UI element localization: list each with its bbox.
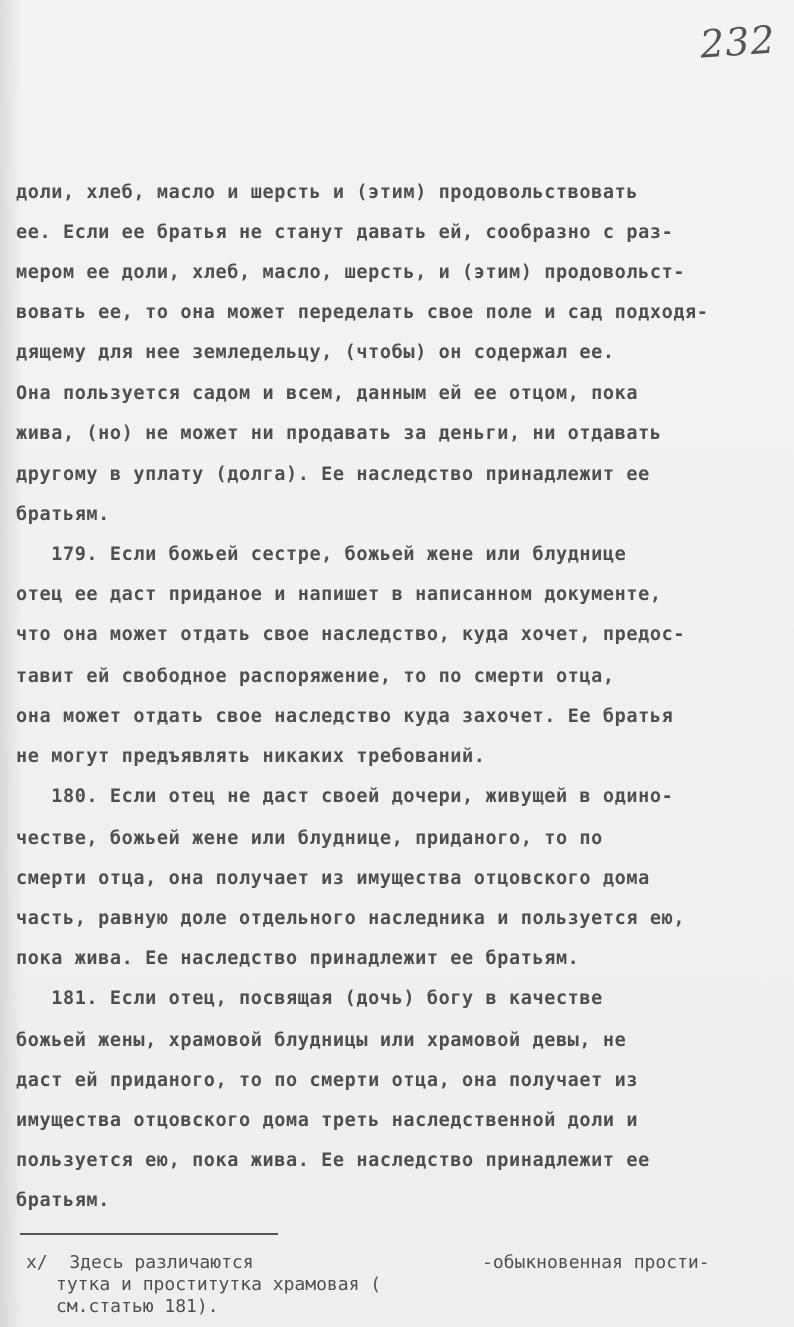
text-line: что она может отдать свое наследство, куда хочет, предос- [16,624,686,645]
footnote-line: см.статью 181). [56,1296,219,1317]
footnote-line: -обыкновенная прости- [482,1252,710,1273]
text-line: честве, божьей жене или блуднице, приданого, то по [16,828,603,849]
footnote-line: тутка и проститутка храмовая ( [56,1274,382,1295]
text-line: пока жива. Ее наследство принадлежит ее братьям. [16,948,580,969]
text-line: Она пользуется садом и всем, данным ей ее отцом, пока [16,383,639,404]
text-line: смерти отца, она получает из имущества отцовского дома [16,868,650,889]
text-line: тавит ей свободное распоряжение, то по смерти отца, [16,666,615,687]
footnote-line: x/ Здесь различаются [26,1252,254,1273]
text-line: братьям. [16,1190,110,1211]
text-line: 180. Если отец не даст своей дочери, живущей в одино- [16,786,674,807]
text-line: отец ее даст приданое и напишет в написанном документе, [16,584,662,605]
text-line: доли, хлеб, масло и шерсть и (этим) продовольствовать [16,182,639,203]
text-line: часть, равную доле отдельного наследника и пользуется ею, [16,908,686,929]
footnote-divider [20,1233,278,1235]
text-line: пользуется ею, пока жива. Ее наследство принадлежит ее [16,1150,650,1171]
text-line: братьям. [16,504,110,525]
text-line: божьей жены, храмовой блудницы или храмовой девы, не [16,1030,627,1051]
text-line: ее. Если ее братья не станут давать ей, сообразно с раз- [16,222,674,243]
text-line: 179. Если божьей сестре, божьей жене или блуднице [16,544,627,565]
text-line: даст ей приданого, то по смерти отца, она получает из [16,1070,639,1091]
text-line: жива, (но) не может ни продавать за деньги, ни отдавать [16,423,662,444]
text-line: вовать ее, то она может переделать свое поле и сад подходя- [16,302,709,323]
text-line: 181. Если отец, посвящая (дочь) богу в качестве [16,988,603,1009]
text-line: мером ее доли, хлеб, масло, шерсть, и (этим) продовольст- [16,262,686,283]
text-line: она может отдать свое наследство куда захочет. Ее братья [16,706,674,727]
text-line: дящему для нее земледельцу, (чтобы) он содержал ее. [16,342,615,363]
text-line: имущества отцовского дома треть наследственной доли и [16,1110,639,1131]
text-line: не могут предъявлять никаких требований. [16,746,486,767]
page-number: 232 [698,17,777,67]
text-line: другому в уплату (долга). Ее наследство принадлежит ее [16,464,650,485]
